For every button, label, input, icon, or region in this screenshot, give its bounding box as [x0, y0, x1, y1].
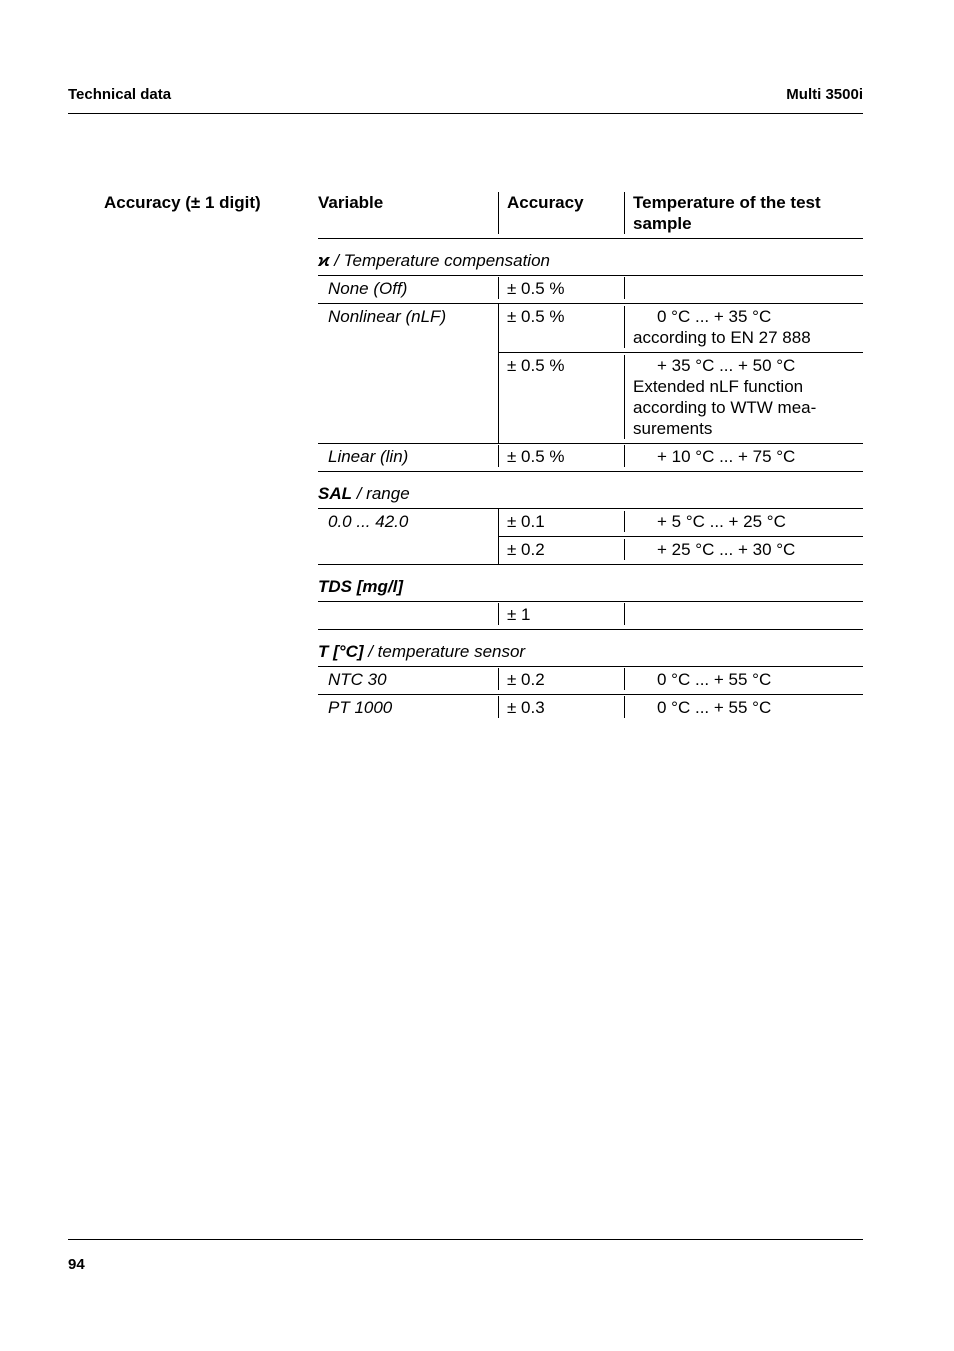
temperature-symbol: T [°C]: [318, 642, 364, 661]
temp-note: Extended nLF function according to WTW mea-surements: [633, 377, 817, 438]
temp-range: + 35 °C ... + 50 °C: [657, 356, 796, 375]
cell-accuracy: ± 0.2: [499, 668, 625, 690]
temp-range: 0 °C ... + 55 °C: [657, 670, 772, 689]
section-tds-title: [318, 565, 863, 602]
cell-accuracy: ± 0.2: [499, 539, 625, 560]
tds-symbol: TDS [mg/l]: [318, 577, 403, 596]
cell-temperature: [625, 696, 863, 718]
table-row-group-nlf: [318, 304, 863, 444]
running-header-product: Multi 3500i: [786, 86, 863, 103]
nlf-subrows: [499, 304, 863, 444]
cell-accuracy: ± 1: [499, 603, 625, 625]
cell-temperature: [625, 277, 863, 299]
cell-accuracy: ± 0.3: [499, 696, 625, 718]
section-title-text: / Temperature compensation: [329, 251, 550, 270]
cell-variable: NTC 30: [318, 668, 499, 690]
cell-accuracy: ± 0.5 %: [499, 306, 625, 348]
cell-temperature: [625, 445, 863, 467]
table-row: [318, 602, 863, 630]
cell-variable: 0.0 ... 42.0: [318, 509, 499, 565]
cell-variable: Nonlinear (nLF): [318, 304, 499, 444]
table-subrow: [499, 353, 863, 444]
cell-temperature: [625, 603, 863, 625]
table-subrow: [499, 537, 863, 565]
salinity-symbol: SAL: [318, 484, 352, 503]
footer-rule: [68, 1239, 863, 1240]
running-header-title: Technical data: [68, 86, 172, 103]
header-temperature: Temperature of the test sample: [633, 193, 821, 233]
accuracy-table: [318, 191, 863, 722]
header-accuracy: Accuracy: [499, 192, 625, 234]
cell-accuracy: ± 0.1: [499, 511, 625, 532]
cell-variable: [318, 603, 499, 625]
header-rule: [68, 113, 863, 114]
cell-temperature: [625, 306, 863, 348]
cell-variable: None (Off): [318, 277, 499, 299]
section-title-text: / temperature sensor: [363, 642, 526, 661]
temp-range: 0 °C ... + 55 °C: [657, 698, 772, 717]
section-title-text: / range: [352, 484, 410, 503]
cell-variable: PT 1000: [318, 696, 499, 718]
table-row: [318, 695, 863, 722]
table-row: [318, 667, 863, 695]
cell-accuracy: ± 0.5 %: [499, 445, 625, 467]
accuracy-side-label: Accuracy (± 1 digit): [104, 193, 261, 212]
temp-range: 0 °C ... + 35 °C: [657, 307, 772, 326]
cell-accuracy: ± 0.5 %: [499, 277, 625, 299]
cell-temperature: [625, 668, 863, 690]
table-row: [318, 444, 863, 472]
section-conductivity-title: [318, 239, 863, 276]
sal-subrows: [499, 509, 863, 565]
page-number: 94: [68, 1256, 85, 1273]
temp-range: + 5 °C ... + 25 °C: [657, 512, 786, 531]
table-header-row: [318, 191, 863, 239]
table-subrow: [499, 509, 863, 537]
cell-temperature: [625, 355, 863, 439]
temp-range: + 25 °C ... + 30 °C: [657, 540, 796, 559]
section-salinity-title: [318, 472, 863, 509]
header-variable: Variable: [318, 192, 499, 234]
table-subrow: [499, 304, 863, 353]
table-row: [318, 276, 863, 304]
conductivity-symbol: ϰ: [318, 251, 330, 270]
temp-range: + 10 °C ... + 75 °C: [657, 447, 796, 466]
cell-temperature: [625, 539, 863, 560]
table-row-group-sal: [318, 509, 863, 565]
section-temperature-title: [318, 630, 863, 667]
temp-note: according to EN 27 888: [633, 328, 811, 347]
cell-temperature: [625, 511, 863, 532]
cell-variable: Linear (lin): [318, 445, 499, 467]
cell-accuracy: ± 0.5 %: [499, 355, 625, 439]
